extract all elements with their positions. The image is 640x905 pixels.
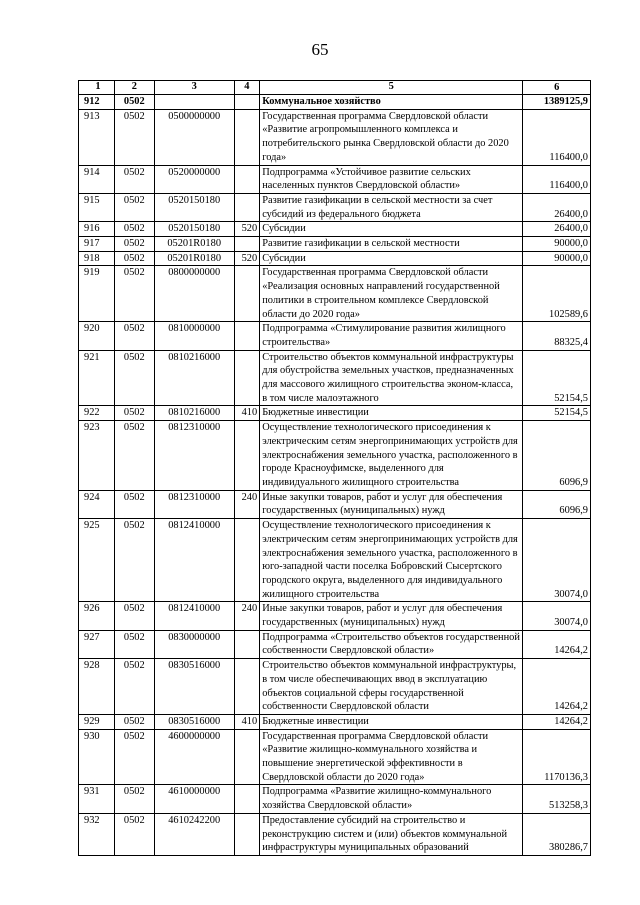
target-article-code: 0830516000: [154, 714, 234, 729]
table-row: [79, 109, 591, 165]
row-number: 922: [79, 406, 115, 421]
item-name: Развитие газификации в сельской местности за счет субсидий из федерального бюджета: [260, 193, 523, 221]
section-code: 0502: [114, 813, 154, 855]
item-name: Субсидии: [260, 222, 523, 237]
header-cell-3: 3: [154, 81, 234, 95]
amount: 26400,0: [523, 193, 591, 221]
item-name: Подпрограмма «Развитие жилищно-коммунального хозяйства Свердловской области»: [260, 785, 523, 813]
section-code: 0502: [114, 659, 154, 715]
amount: 30074,0: [523, 602, 591, 630]
section-code: 0502: [114, 322, 154, 350]
target-article-code: 0812410000: [154, 519, 234, 602]
table-row: [79, 237, 591, 252]
table-row: [79, 519, 591, 602]
item-name: Государственная программа Свердловской области «Реализация основных направлений государственной политики в строительном комплексе Свердловской области до 2020 года»: [260, 266, 523, 322]
expense-type-code: [234, 109, 260, 165]
target-article-code: 0812410000: [154, 602, 234, 630]
header-cell-1: 1: [79, 81, 115, 95]
section-code: 0502: [114, 237, 154, 252]
table-row: [79, 421, 591, 491]
target-article-code: 0810000000: [154, 322, 234, 350]
expense-type-code: [234, 266, 260, 322]
table-row: [79, 729, 591, 785]
row-number: 925: [79, 519, 115, 602]
header-cell-5: 5: [260, 81, 523, 95]
expense-type-code: [234, 350, 260, 406]
item-name: Строительство объектов коммунальной инфраструктуры для обустройства земельных участков, предназначенных для массового жилищного строительства эконом-класса, в том числе малоэтажного: [260, 350, 523, 406]
row-number: 921: [79, 350, 115, 406]
amount: 26400,0: [523, 222, 591, 237]
amount: 116400,0: [523, 109, 591, 165]
item-name: Коммунальное хозяйство: [260, 95, 523, 110]
expense-type-code: 410: [234, 714, 260, 729]
amount: 88325,4: [523, 322, 591, 350]
table-row: [79, 630, 591, 658]
item-name: Осуществление технологического присоединения к электрическим сетям энергопринимающих устройств для электроснабжения земельного участка, расположенного в городе Красноуфимске, выделенного для индивидуального жилищного строительства: [260, 421, 523, 491]
amount: 6096,9: [523, 490, 591, 518]
item-name: Государственная программа Свердловской области «Развитие жилищно-коммунального хозяйства и повышение энергетической эффективности в Свердловской области до 2020 года»: [260, 729, 523, 785]
item-name: Подпрограмма «Строительство объектов государственной собственности Свердловской области»: [260, 630, 523, 658]
item-name: Развитие газификации в сельской местности: [260, 237, 523, 252]
row-number: 915: [79, 193, 115, 221]
section-code: 0502: [114, 602, 154, 630]
amount: 30074,0: [523, 519, 591, 602]
row-number: 931: [79, 785, 115, 813]
amount: 380286,7: [523, 813, 591, 855]
row-number: 929: [79, 714, 115, 729]
amount: 513258,3: [523, 785, 591, 813]
expense-type-code: [234, 193, 260, 221]
amount: 1389125,9: [523, 95, 591, 110]
target-article-code: 0830516000: [154, 659, 234, 715]
table-row: [79, 95, 591, 110]
row-number: 930: [79, 729, 115, 785]
section-code: 0502: [114, 785, 154, 813]
row-number: 914: [79, 165, 115, 193]
item-name: Государственная программа Свердловской области «Развитие агропромышленного комплекса и потребительского рынка Свердловской области до 2020 года»: [260, 109, 523, 165]
section-code: 0502: [114, 729, 154, 785]
section-code: 0502: [114, 165, 154, 193]
row-number: 917: [79, 237, 115, 252]
expense-type-code: [234, 421, 260, 491]
section-code: 0502: [114, 266, 154, 322]
expense-type-code: [234, 519, 260, 602]
item-name: Бюджетные инвестиции: [260, 714, 523, 729]
expense-type-code: [234, 659, 260, 715]
table-body: [79, 95, 591, 856]
item-name: Предоставление субсидий на строительство и реконструкцию систем и (или) объектов коммунальной инфраструктуры муниципальных образований: [260, 813, 523, 855]
item-name: Подпрограмма «Устойчивое развитие сельских населенных пунктов Свердловской области»: [260, 165, 523, 193]
expense-type-code: [234, 322, 260, 350]
expense-type-code: 520: [234, 251, 260, 266]
section-code: 0502: [114, 490, 154, 518]
table-row: [79, 222, 591, 237]
section-code: 0502: [114, 222, 154, 237]
amount: 102589,6: [523, 266, 591, 322]
item-name: Иные закупки товаров, работ и услуг для обеспечения государственных (муниципальных) нужд: [260, 602, 523, 630]
amount: 14264,2: [523, 630, 591, 658]
amount: 1170136,3: [523, 729, 591, 785]
row-number: 913: [79, 109, 115, 165]
row-number: 924: [79, 490, 115, 518]
expense-type-code: 240: [234, 602, 260, 630]
section-code: 0502: [114, 406, 154, 421]
table-row: [79, 251, 591, 266]
section-code: 0502: [114, 350, 154, 406]
amount: 116400,0: [523, 165, 591, 193]
section-code: 0502: [114, 251, 154, 266]
table-header-row: [79, 81, 591, 95]
section-code: 0502: [114, 519, 154, 602]
table-row: [79, 785, 591, 813]
target-article-code: 0830000000: [154, 630, 234, 658]
target-article-code: 0520150180: [154, 193, 234, 221]
target-article-code: 4610242200: [154, 813, 234, 855]
item-name: Субсидии: [260, 251, 523, 266]
row-number: 928: [79, 659, 115, 715]
table-row: [79, 659, 591, 715]
expense-type-code: [234, 813, 260, 855]
page-number: 65: [311, 40, 329, 59]
item-name: Строительство объектов коммунальной инфраструктуры, в том числе обеспечивающих ввод в эксплуатацию объектов социальной сферы государственной собственности Свердловской области: [260, 659, 523, 715]
table-row: [79, 350, 591, 406]
row-number: 912: [79, 95, 115, 110]
section-code: 0502: [114, 95, 154, 110]
item-name: Бюджетные инвестиции: [260, 406, 523, 421]
expense-type-code: [234, 729, 260, 785]
table-row: [79, 813, 591, 855]
expense-type-code: [234, 785, 260, 813]
row-number: 926: [79, 602, 115, 630]
amount: 14264,2: [523, 714, 591, 729]
row-number: 916: [79, 222, 115, 237]
header-cell-2: 2: [114, 81, 154, 95]
row-number: 918: [79, 251, 115, 266]
budget-table: [78, 80, 591, 856]
amount: 14264,2: [523, 659, 591, 715]
target-article-code: [154, 95, 234, 110]
item-name: Подпрограмма «Стимулирование развития жилищного строительства»: [260, 322, 523, 350]
row-number: 919: [79, 266, 115, 322]
row-number: 923: [79, 421, 115, 491]
section-code: 0502: [114, 193, 154, 221]
section-code: 0502: [114, 109, 154, 165]
amount: 52154,5: [523, 406, 591, 421]
section-code: 0502: [114, 421, 154, 491]
target-article-code: 0520150180: [154, 222, 234, 237]
expense-type-code: [234, 95, 260, 110]
target-article-code: 0520000000: [154, 165, 234, 193]
table-row: [79, 490, 591, 518]
row-number: 927: [79, 630, 115, 658]
target-article-code: 0800000000: [154, 266, 234, 322]
table-row: [79, 602, 591, 630]
target-article-code: 0810216000: [154, 406, 234, 421]
row-number: 920: [79, 322, 115, 350]
expense-type-code: [234, 165, 260, 193]
target-article-code: 0810216000: [154, 350, 234, 406]
table-row: [79, 193, 591, 221]
section-code: 0502: [114, 630, 154, 658]
table-row: [79, 406, 591, 421]
amount: 90000,0: [523, 251, 591, 266]
expense-type-code: 240: [234, 490, 260, 518]
expense-type-code: [234, 237, 260, 252]
expense-type-code: 520: [234, 222, 260, 237]
section-code: 0502: [114, 714, 154, 729]
target-article-code: 4610000000: [154, 785, 234, 813]
header-cell-4: 4: [234, 81, 260, 95]
target-article-code: 0500000000: [154, 109, 234, 165]
amount: 52154,5: [523, 350, 591, 406]
item-name: Осуществление технологического присоединения к электрическим сетям энергопринимающих устройств для электроснабжения земельного участка, расположенного в юго-западной части поселка Бобровский Сысертского городского округа, выделенного для индивидуального жилищного строительства: [260, 519, 523, 602]
target-article-code: 0812310000: [154, 421, 234, 491]
target-article-code: 4600000000: [154, 729, 234, 785]
table-row: [79, 165, 591, 193]
target-article-code: 0812310000: [154, 490, 234, 518]
expense-type-code: 410: [234, 406, 260, 421]
item-name: Иные закупки товаров, работ и услуг для обеспечения государственных (муниципальных) нужд: [260, 490, 523, 518]
header-cell-6: 6: [523, 81, 591, 95]
table-row: [79, 266, 591, 322]
amount: 6096,9: [523, 421, 591, 491]
target-article-code: 05201R0180: [154, 237, 234, 252]
target-article-code: 05201R0180: [154, 251, 234, 266]
table-row: [79, 322, 591, 350]
row-number: 932: [79, 813, 115, 855]
expense-type-code: [234, 630, 260, 658]
table-row: [79, 714, 591, 729]
amount: 90000,0: [523, 237, 591, 252]
